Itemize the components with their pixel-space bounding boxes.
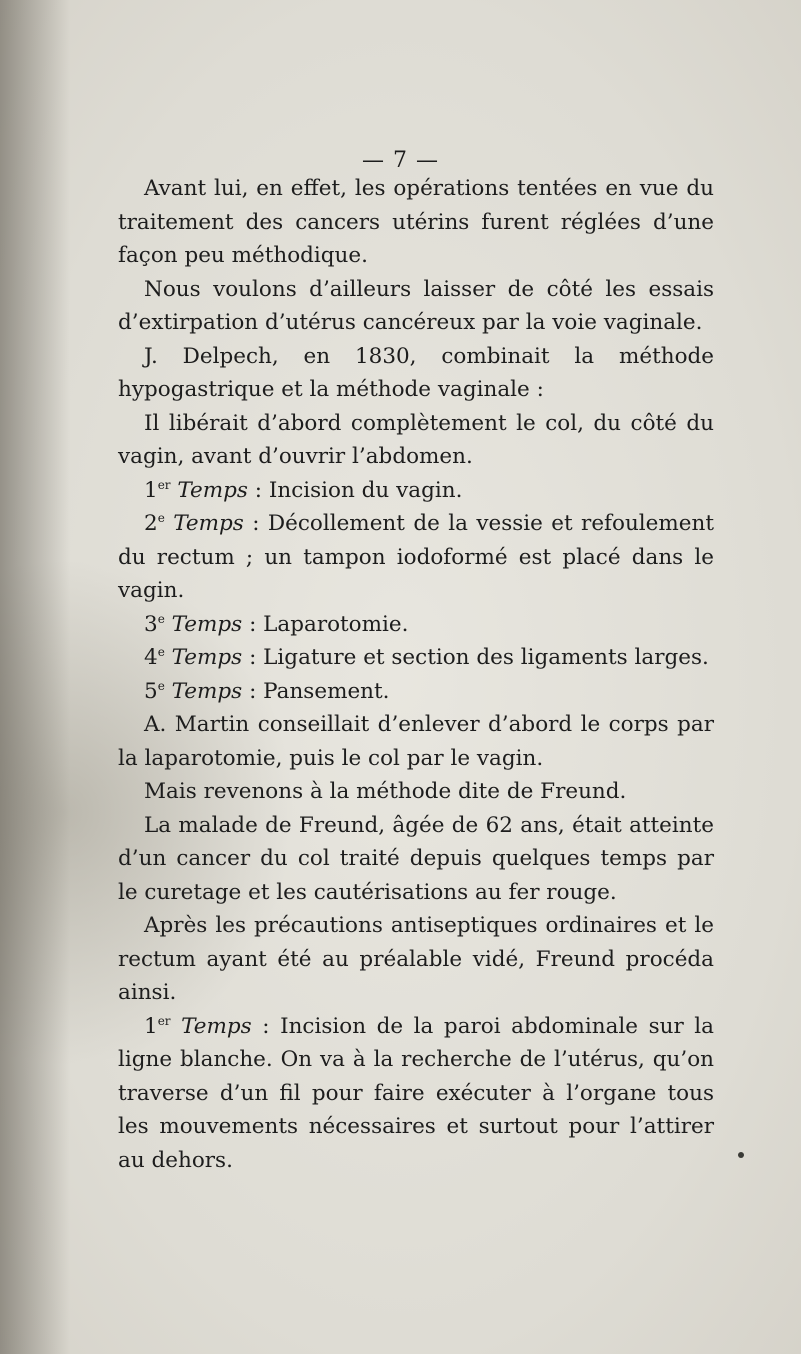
paragraph: J. Delpech, en 1830, combinait la méthode hypogastrique et la méthode vaginale : (118, 343, 714, 402)
step-label: Temps (177, 477, 248, 503)
step-number: 4 (144, 645, 158, 670)
step-text: : Pansement. (242, 678, 390, 704)
step-ordinal: e (157, 611, 165, 626)
step-text: : Décollement de la vessie et refoulement du rectum ; un tampon iodoformé est placé dans le vagin. (118, 511, 714, 603)
page-number: — 7 — (362, 148, 439, 173)
paragraph: A. Martin conseillait d’enlever d’abord le corps par la laparotomie, puis le col par le vagin. (118, 712, 714, 771)
step-number: 3 (144, 611, 158, 637)
step-paragraph (118, 641, 714, 675)
step-number: 1 (144, 477, 158, 503)
step-paragraph (118, 675, 714, 709)
step-text: : Incision de la paroi abdominale sur la ligne blanche. On va à la recherche de l’utérus, qu’on traverse d’un fil pour faire exécuter à l’organe tous les mouvements nécessaires et surtout pour l’attirer au dehors. (118, 1013, 714, 1173)
paragraph: Après les précautions antiseptiques ordinaires et le rectum ayant été au préalable vidé, Freund procéda ainsi. (118, 913, 714, 1005)
step-ordinal: e (157, 511, 165, 525)
step-ordinal: e (157, 645, 165, 659)
paragraph: Nous voulons d’ailleurs laisser de côté les essais d’extirpation d’utérus cancéreux par la voie vaginale. (118, 276, 714, 335)
step-number: 2 (144, 511, 158, 536)
body-text (118, 172, 714, 1177)
paragraph: Mais revenons à la méthode dite de Freund. (144, 779, 627, 804)
step-paragraph (118, 474, 714, 508)
step-text: : Incision du vagin. (247, 477, 463, 503)
paragraph: La malade de Freund, âgée de 62 ans, était atteinte d’un cancer du col traité depuis quelques temps par le curetage et les cautérisations au fer rouge. (118, 812, 714, 905)
step-paragraph (118, 608, 714, 642)
step-label: Temps (171, 645, 243, 670)
step-number: 5 (144, 678, 158, 704)
step-text: : Laparotomie. (242, 611, 409, 637)
step-label: Temps (173, 511, 244, 536)
step-paragraph (118, 507, 714, 608)
step-ordinal: er (157, 1013, 171, 1028)
step-ordinal: e (157, 678, 165, 693)
step-number: 1 (144, 1013, 158, 1039)
step-text: : Ligature et section des ligaments larges. (242, 645, 709, 670)
paragraph: Il libérait d’abord complètement le col, du côté du vagin, avant d’ouvrir l’abdomen. (118, 410, 714, 469)
step-label: Temps (181, 1013, 252, 1039)
step-paragraph (118, 1010, 714, 1178)
ink-spot (738, 1152, 744, 1158)
paragraph: Avant lui, en effet, les opérations tentées en vue du traitement des cancers utérins furent réglées d’une façon peu méthodique. (118, 176, 714, 268)
step-label: Temps (171, 611, 243, 637)
step-label: Temps (171, 678, 243, 704)
step-ordinal: er (157, 477, 171, 492)
binding-shadow (0, 0, 70, 1354)
